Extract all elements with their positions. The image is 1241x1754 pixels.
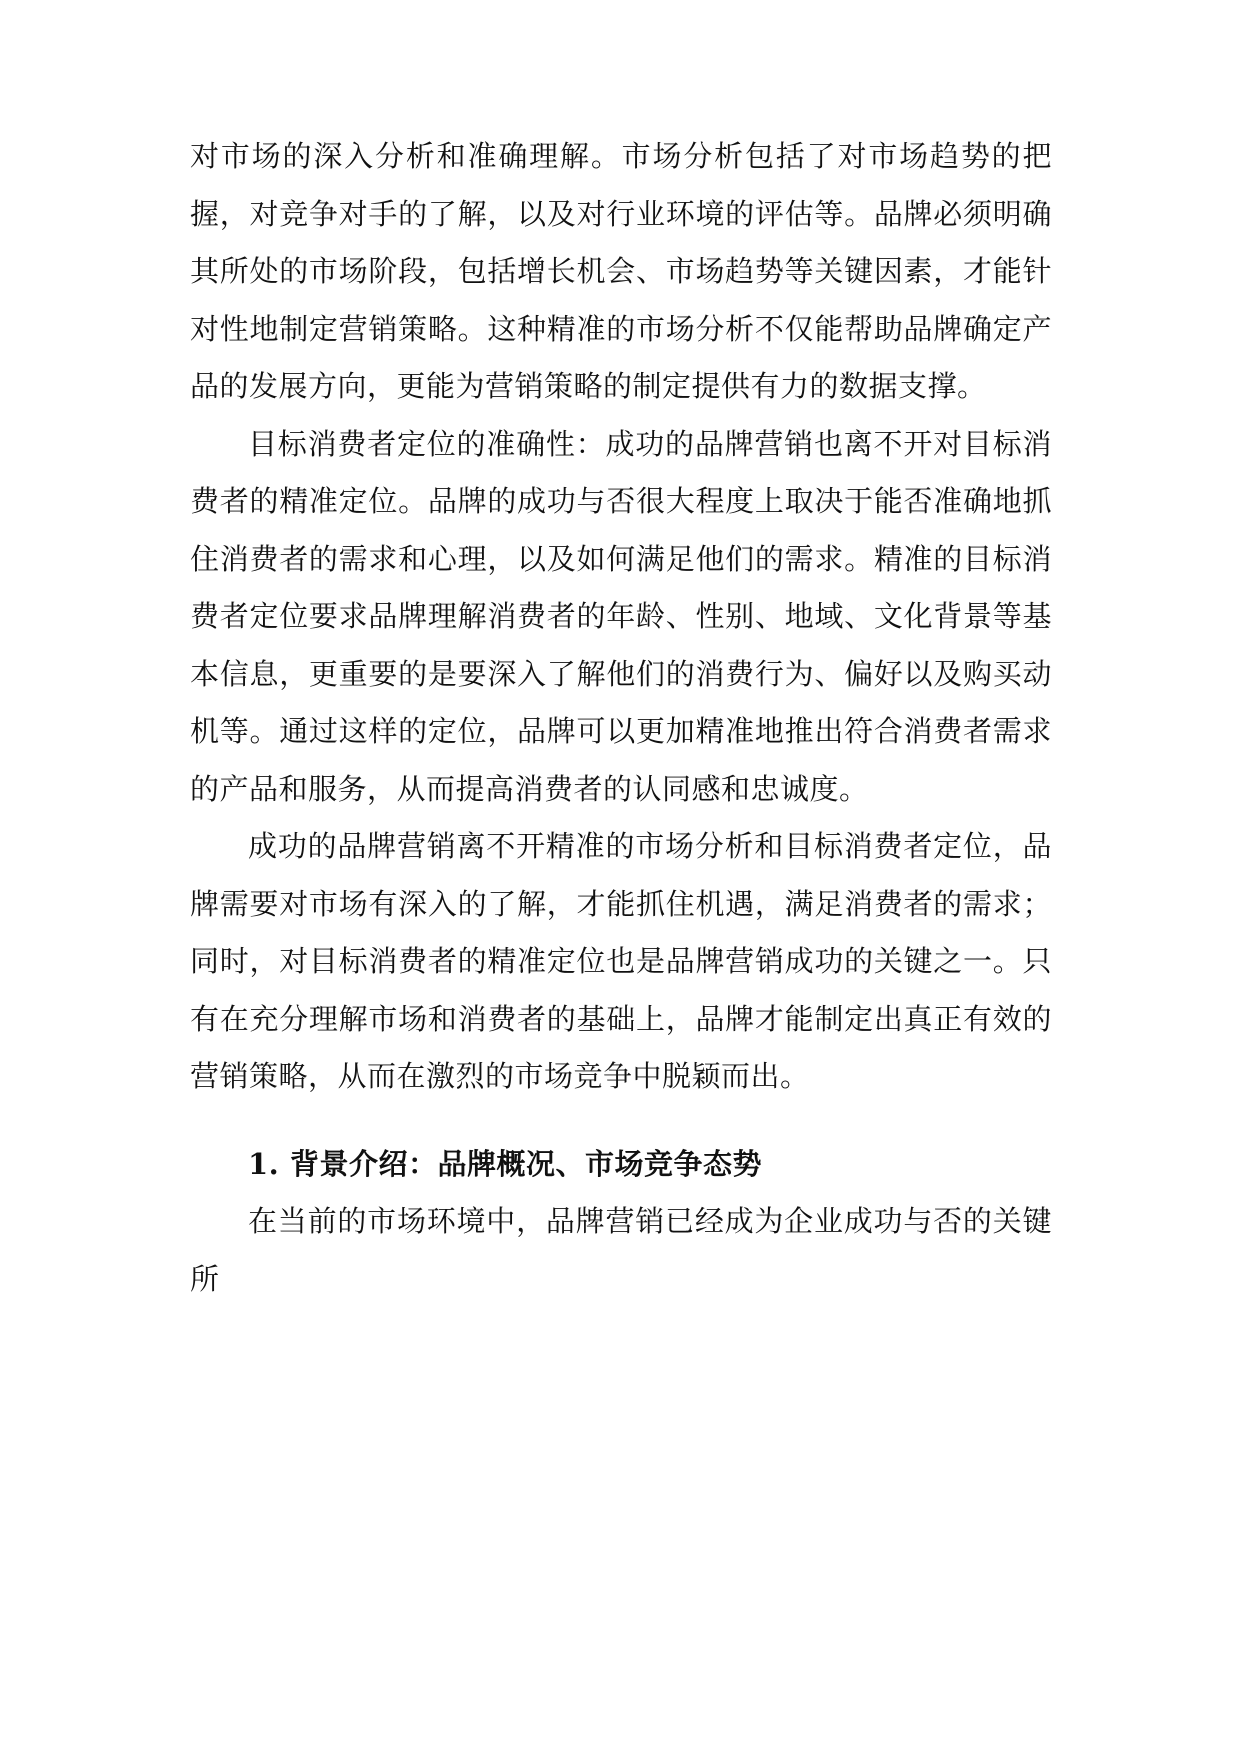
document-body <box>190 128 1052 1308</box>
paragraph-market-analysis: 对市场的深入分析和准确理解。市场分析包括了对市场趋势的把握，对竞争对手的了解，以及对行业环境的评估等。品牌必须明确其所处的市场阶段，包括增长机会、市场趋势等关键因素，才能针对性地制定营销策略。这种精准的市场分析不仅能帮助品牌确定产品的发展方向，更能为营销策略的制定提供有力的数据支撑。 <box>190 139 1052 403</box>
paragraph-target-consumer: 目标消费者定位的准确性：成功的品牌营销也离不开对目标消费者的精准定位。品牌的成功与否很大程度上取决于能否准确地抓住消费者的需求和心理，以及如何满足他们的需求。精准的目标消费者定位要求品牌理解消费者的年龄、性别、地域、文化背景等基本信息，更重要的是要深入了解他们的消费行为、偏好以及购买动机等。通过这样的定位，品牌可以更加精准地推出符合消费者需求的产品和服务，从而提高消费者的认同感和忠诚度。 <box>190 426 1052 806</box>
section-heading-number: 1. <box>248 1146 280 1181</box>
section-heading-title: 背景介绍：品牌概况、市场竞争态势 <box>290 1146 763 1181</box>
paragraph-conclusion: 成功的品牌营销离不开精准的市场分析和目标消费者定位，品牌需要对市场有深入的了解，才能抓住机遇，满足消费者的需求；同时，对目标消费者的精准定位也是品牌营销成功的关键之一。只有在充分理解市场和消费者的基础上，品牌才能制定出真正有效的营销策略，从而在激烈的市场竞争中脱颖而出。 <box>190 829 1052 1093</box>
section-heading <box>190 1136 1052 1194</box>
paragraph-background-intro: 在当前的市场环境中，品牌营销已经成为企业成功与否的关键所 <box>190 1204 1052 1296</box>
